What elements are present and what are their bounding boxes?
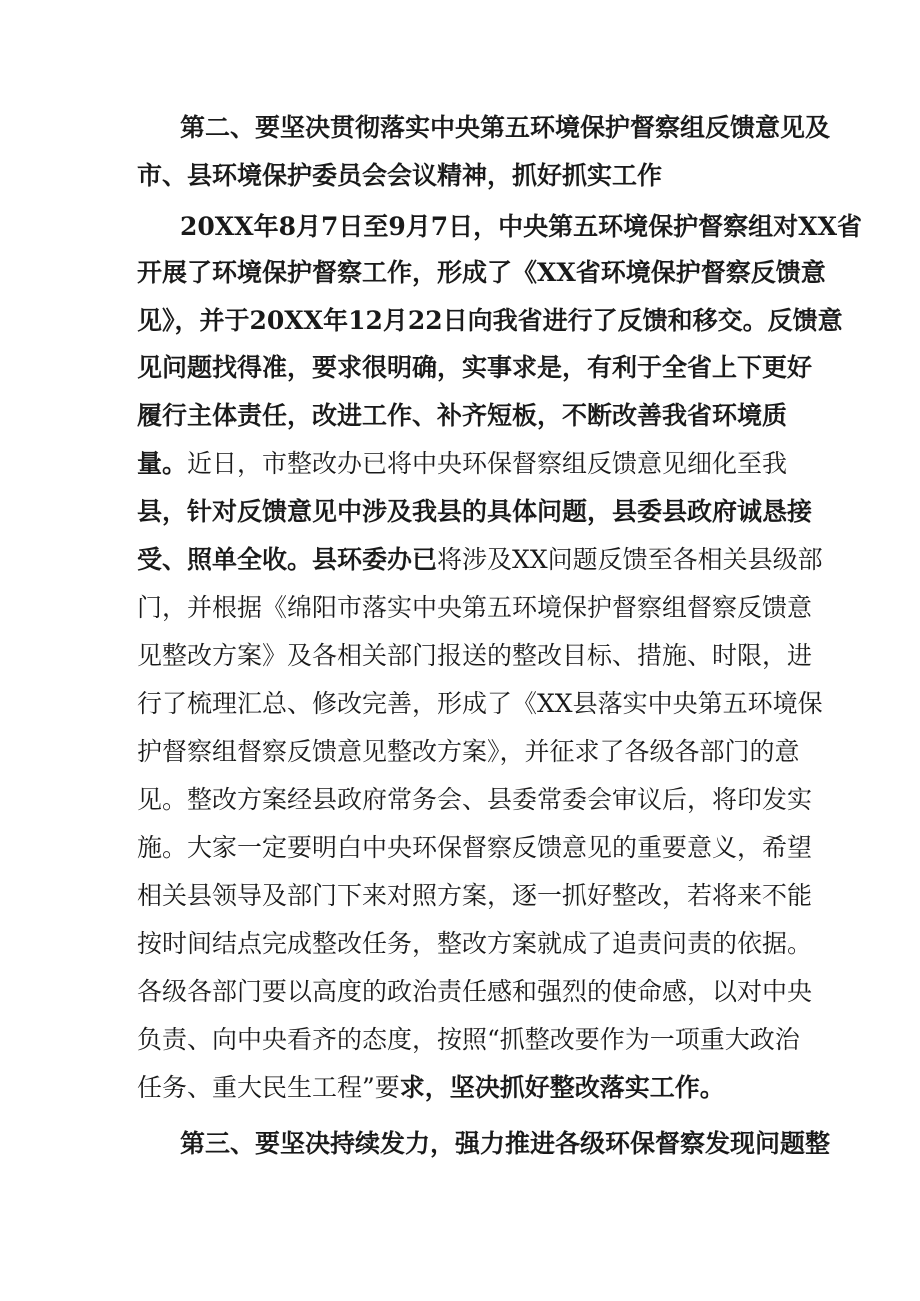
paragraph-line: 按时间结点完成整改任务，整改方案就成了追责问责的依据。 — [137, 929, 813, 958]
paragraph-line: 见。整改方案经县政府常务会、县委常委会审议后，将印发实 — [137, 785, 813, 814]
paragraph-line: 施。大家一定要明白中央环保督察反馈意见的重要意义，希望 — [137, 833, 813, 862]
paragraph-line: 负责、向中央看齐的态度，按照“抓整改要作为一项重大政治 — [137, 1025, 800, 1054]
paragraph-line: 护督察组督察反馈意见整改方案》，并征求了各级各部门的意 — [137, 737, 800, 766]
section-2-heading-line-2: 市、县环境保护委员会会议精神，抓好抓实工作 — [137, 161, 663, 190]
paragraph-line: 开展了环境保护督察工作，形成了《XX省环境保护督察反馈意 — [137, 258, 826, 287]
paragraph-line: 见》，并于20XX年12月22日向我省进行了反馈和移交。反馈意 — [137, 306, 843, 335]
paragraph-line: 量。近日，市整改办已将中央环保督察组反馈意见细化至我 — [137, 449, 788, 478]
paragraph-line: 20XX年8月7日至9月7日，中央第五环境保护督察组对XX省 — [180, 212, 862, 241]
paragraph-line: 行了梳理汇总、修改完善，形成了《XX县落实中央第五环境保 — [137, 689, 823, 718]
paragraph-line: 各级各部门要以高度的政治责任感和强烈的使命感，以对中央 — [137, 977, 813, 1006]
section-3-heading: 第三、要坚决持续发力，强力推进各级环保督察发现问题整 — [180, 1129, 831, 1158]
paragraph-line: 任务、重大民生工程”要求，坚决抓好整改落实工作。 — [137, 1073, 725, 1102]
paragraph-line: 相关县领导及部门下来对照方案，逐一抓好整改，若将来不能 — [137, 881, 813, 910]
paragraph-line: 见问题找得准，要求很明确，实事求是，有利于全省上下更好 — [137, 353, 813, 382]
paragraph-line: 履行主体责任，改进工作、补齐短板，不断改善我省环境质 — [137, 401, 788, 430]
section-2-heading-line-1: 第二、要坚决贯彻落实中央第五环境保护督察组反馈意见及 — [180, 113, 831, 142]
paragraph-line: 见整改方案》及各相关部门报送的整改目标、措施、时限，进 — [137, 641, 813, 670]
paragraph-line: 受、照单全收。县环委办已将涉及XX问题反馈至各相关县级部 — [137, 545, 823, 574]
paragraph-line: 门，并根据《绵阳市落实中央第五环境保护督察组督察反馈意 — [137, 593, 813, 622]
paragraph-line: 县，针对反馈意见中涉及我县的具体问题，县委县政府诚恳接 — [137, 497, 813, 526]
